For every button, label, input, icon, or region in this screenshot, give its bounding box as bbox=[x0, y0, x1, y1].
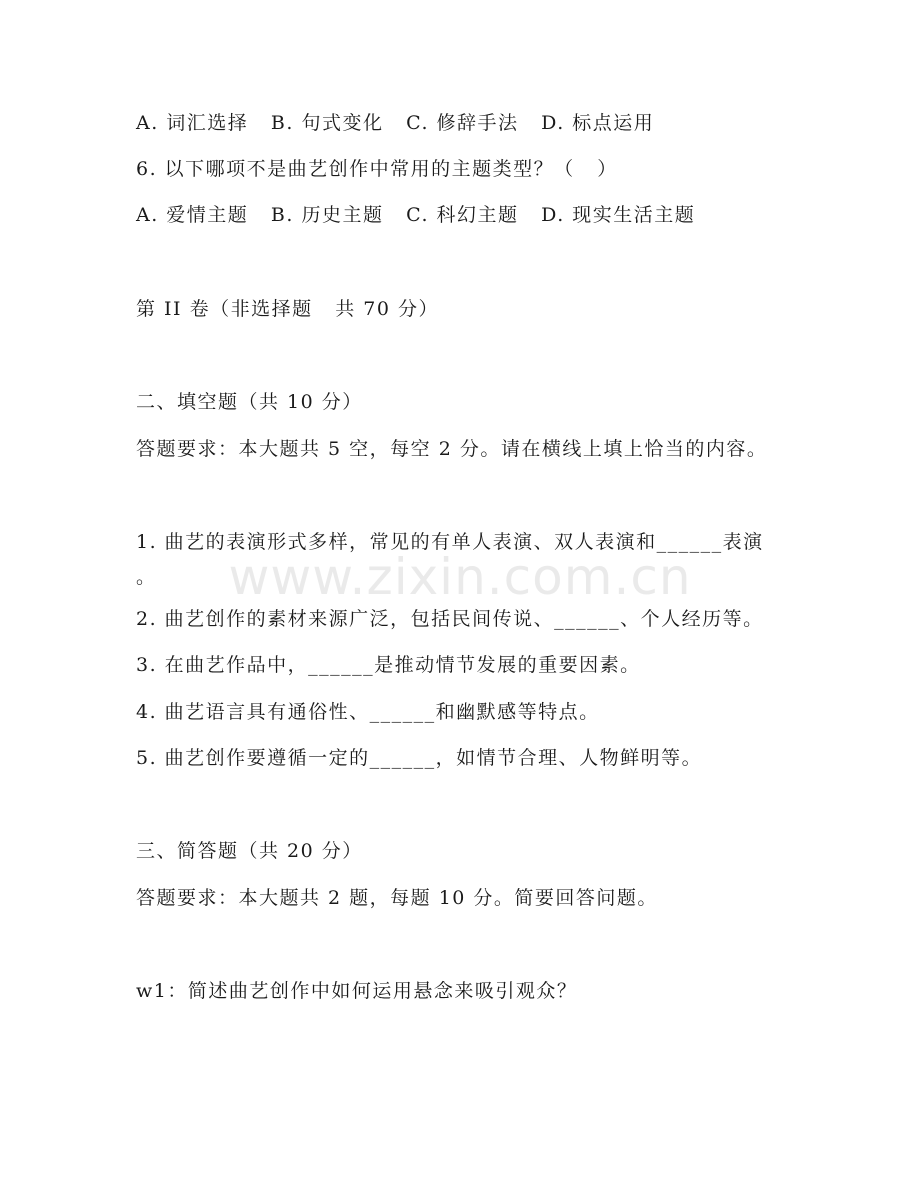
short-answer-q1: w1：简述曲艺创作中如何运用悬念来吸引观众？ bbox=[136, 980, 578, 1002]
short-answer-requirement: 答题要求：本大题共 2 题，每题 10 分。简要回答问题。 bbox=[136, 887, 658, 909]
q6-options: A. 爱情主题 B. 历史主题 C. 科幻主题 D. 现实生活主题 bbox=[136, 204, 696, 226]
fill-blank-item-3: 3. 在曲艺作品中，______是推动情节发展的重要因素。 bbox=[136, 654, 641, 676]
q5-options: A. 词汇选择 B. 句式变化 C. 修辞手法 D. 标点运用 bbox=[136, 112, 655, 134]
fill-blank-item-1: 1. 曲艺的表演形式多样，常见的有单人表演、双人表演和______表演 bbox=[136, 531, 764, 553]
watermark: www.zixin.com.cn bbox=[228, 548, 692, 606]
fill-blank-item-5: 5. 曲艺创作要遵循一定的______，如情节合理、人物鲜明等。 bbox=[136, 747, 703, 769]
fill-blank-item-4: 4. 曲艺语言具有通俗性、______和幽默感等特点。 bbox=[136, 701, 600, 723]
fill-blank-section-title: 二、填空题（共 10 分） bbox=[136, 391, 363, 413]
fill-blank-item-1-cont: 。 bbox=[136, 566, 157, 588]
q6-stem: 6. 以下哪项不是曲艺创作中常用的主题类型？（ ） bbox=[136, 158, 618, 180]
volume-ii-title: 第 II 卷（非选择题 共 70 分） bbox=[136, 298, 439, 320]
short-answer-section-title: 三、简答题（共 20 分） bbox=[136, 840, 363, 862]
fill-blank-item-2: 2. 曲艺创作的素材来源广泛，包括民间传说、______、个人经历等。 bbox=[136, 608, 764, 630]
fill-blank-requirement: 答题要求：本大题共 5 空，每空 2 分。请在横线上填上恰当的内容。 bbox=[136, 438, 768, 460]
